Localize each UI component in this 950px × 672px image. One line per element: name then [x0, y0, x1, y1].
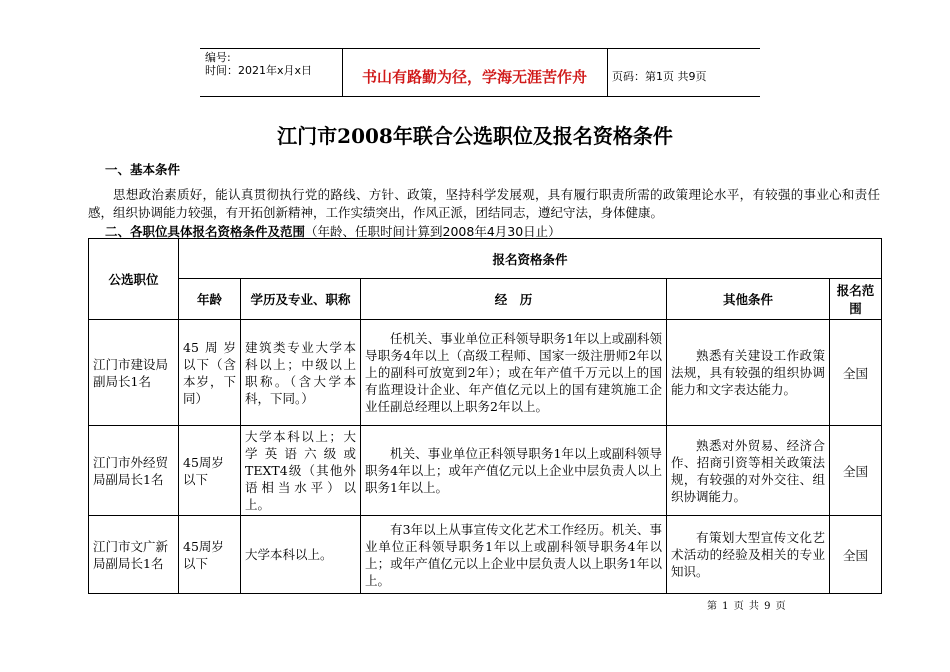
col-header-exp: 经 历	[361, 279, 667, 320]
cell-scope: 全国	[830, 320, 882, 426]
col-header-edu: 学历及专业、职称	[241, 279, 361, 320]
qualification-table	[88, 238, 882, 594]
cell-position: 江门市文广新局副局长1名	[89, 516, 179, 594]
cell-exp: 有3年以上从事宣传文化艺术工作经历。机关、事业单位正科领导职务1年以上或副科领导职务4年以上；或年产值亿元以上企业中层负责人以上职务1年以上。	[361, 516, 667, 594]
time-label: 时间：2021年x月x日	[205, 64, 313, 77]
section2-title: 二、各职位具体报名资格条件及范围	[105, 224, 306, 239]
section1-body: 思想政治素质好，能认真贯彻执行党的路线、方针、政策，坚持科学发展观，具有履行职责所需的政策理论水平，有较强的事业心和责任感，组织协调能力较强，有开拓创新精神，工作实绩突出，作风正派，团结同志，遵纪守法，身体健康。	[88, 187, 880, 220]
col-header-group: 报名资格条件	[179, 239, 882, 279]
cell-age: 45周岁以下（含本岁，下同）	[179, 320, 241, 426]
cell-other: 熟悉有关建设工作政策法规，具有较强的组织协调能力和文字表达能力。	[667, 320, 830, 426]
cell-edu: 大学本科以上。	[241, 516, 361, 594]
cell-other: 有策划大型宣传文化艺术活动的经验及相关的专业知识。	[667, 516, 830, 594]
cell-position: 江门市建设局副局长1名	[89, 320, 179, 426]
col-header-other: 其他条件	[667, 279, 830, 320]
cell-edu: 建筑类专业大学本科以上；中级以上职称。（含大学本科，下同。）	[241, 320, 361, 426]
cell-edu: 大学本科以上；大学英语六级或TEXT4级（其他外语相当水平）以上。	[241, 426, 361, 516]
table-row	[89, 426, 882, 516]
col-header-position: 公选职位	[89, 239, 179, 320]
table-row	[89, 320, 882, 426]
page-footer: 第 1 页 共 9 页	[707, 601, 787, 612]
code-label: 编号:	[205, 51, 231, 64]
cell-scope: 全国	[830, 516, 882, 594]
header-page-number: 页码：第1页 共9页	[612, 70, 707, 83]
col-header-age: 年龄	[179, 279, 241, 320]
header-divider-right	[607, 48, 608, 96]
cell-position: 江门市外经贸局副局长1名	[89, 426, 179, 516]
header-slogan: 书山有路勤为径，学海无涯苦作舟	[361, 68, 587, 86]
cell-exp: 机关、事业单位正科领导职务1年以上或副科领导职务4年以上；或年产值亿元以上企业中层负责人以上职务1年以上。	[361, 426, 667, 516]
section2-note: （年龄、任职时间计算到2008年4月30日止）	[305, 224, 561, 239]
cell-age: 45周岁以下	[179, 516, 241, 594]
section1-heading: 一、基本条件	[105, 162, 181, 177]
cell-other: 熟悉对外贸易、经济合作、招商引资等相关政策法规，有较强的对外交往、组织协调能力。	[667, 426, 830, 516]
cell-age: 45周岁以下	[179, 426, 241, 516]
header-meta	[205, 51, 312, 77]
header-top-rule	[200, 48, 760, 49]
table-row	[89, 516, 882, 594]
cell-exp: 任机关、事业单位正科领导职务1年以上或副科领导职务4年以上（高级工程师、国家一级注册师2年以上的副科可放宽到2年）；或在年产值千万元以上的国有监理设计企业、年产值亿元以上的国有建筑施工企业任副总经理以上职务2年以上。	[361, 320, 667, 426]
header-bottom-rule	[200, 96, 760, 97]
cell-scope: 全国	[830, 426, 882, 516]
col-header-scope: 报名范围	[830, 279, 882, 320]
document-title: 江门市2008年联合公选职位及报名资格条件	[277, 124, 673, 148]
